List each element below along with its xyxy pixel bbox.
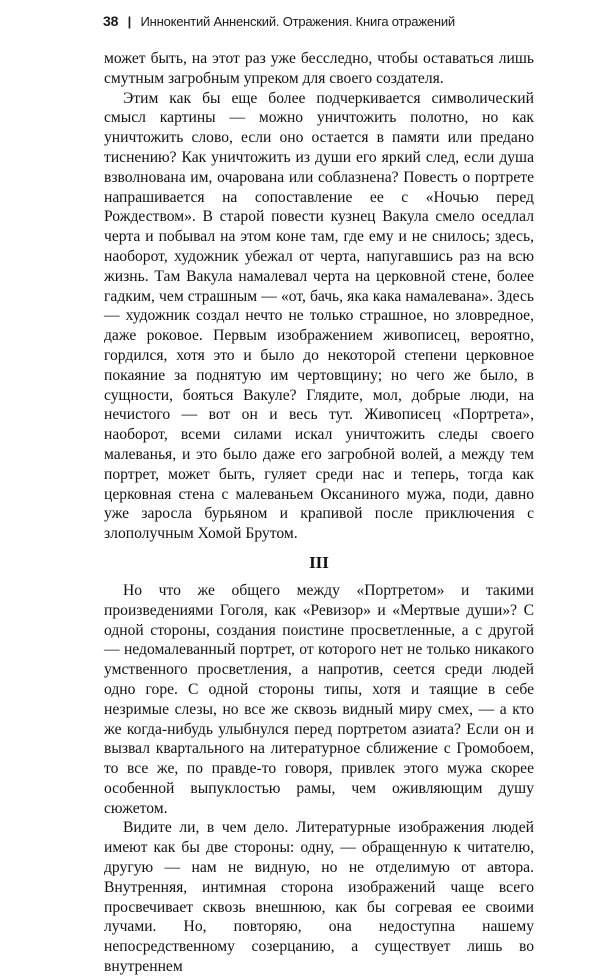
paragraph: Но что же общего между «Портретом» и такими произведениями Гоголя, как «Ревизор» и «Мертвые души»? С одной стороны, создания поистине просветленные, а с другой — недомалеванный портрет, от которого нет не только никакого умственного просветления, а напротив, сеется среди людей одно горе. С одной стороны типы, хотя и таящие в себе незримые слезы, но все же сквозь видный миру смех, — а кто же когда-нибудь улыбнулся перед портретом азиата? Если он и вызвал квартального на литературное сближение с Громобоем, то все же, по правде-то говоря, привлек этого мужа скорее особенной выпуклостью рамы, чем оживляющим душу сюжетом. [104, 581, 534, 817]
running-title: Иннокентий Анненский. Отражения. Книга отражений [140, 14, 455, 29]
page-number: 38 [103, 13, 119, 29]
header-separator: | [127, 14, 132, 29]
paragraph-continued: может быть, на этот раз уже бесследно, чтобы оставаться лишь смутным загробным упреком для своего создателя. [104, 50, 534, 87]
paragraph: Этим как бы еще более подчеркивается символический смысл картины — можно уничтожить полотно, но как уничтожить слово, если оно остается в памяти или предано тиснению? Как уничтожить из души его яркий след, если душа взволнована им, очарована или соблазнена? Повесть о портрете напрашивается на сопоставление ее с «Ночью перед Рождеством». В старой повести кузнец Вакула смело оседлал черта и побывал на этом коне там, где ему и не снилось; здесь, наоборот, художник убежал от черта, напугавшись раз на всю жизнь. Там Вакула намалевал черта на церковной стене, более гадким, чем страшным — «от, бачь, яка кака намалевана». Здесь — художник создал нечто не только страшное, но зловредное, даже роковое. Первым изображением живописец, вероятно, гордился, хотя это и было до некоторой степени церковное покаяние за поднятую им чертовщину; но чего же было, в сущности, бояться Вакуле? Глядите, мол, добрые люди, на нечистого — вот он и весь тут. Живописец «Портрета», наоборот, всеми силами искал уничтожить следы своего малеванья, и это было даже его загробной волей, а между тем портрет, может быть, гуляет среди нас и теперь, тогда как церковная стена с малеваньем Оксаниного мужа, поди, давно уже заросла бурьяном и крапивой после приключения с злополучным Хомой Брутом. [104, 89, 534, 543]
paragraph: Видите ли, в чем дело. Литературные изображения людей имеют как бы две стороны: одну, — обращенную к читателю, другую — нам не видную, но не отделимую от автора. Внутренняя, интимная сторона изображений чаще всего просвечивает сквозь внешнюю, как бы согревая ее своими лучами. Но, повторяю, она недоступна нашему непосредственному созерцанию, а существует лишь во внутреннем [104, 819, 534, 976]
running-head [103, 13, 455, 29]
section-heading: III [309, 552, 329, 572]
page-text [104, 49, 534, 977]
